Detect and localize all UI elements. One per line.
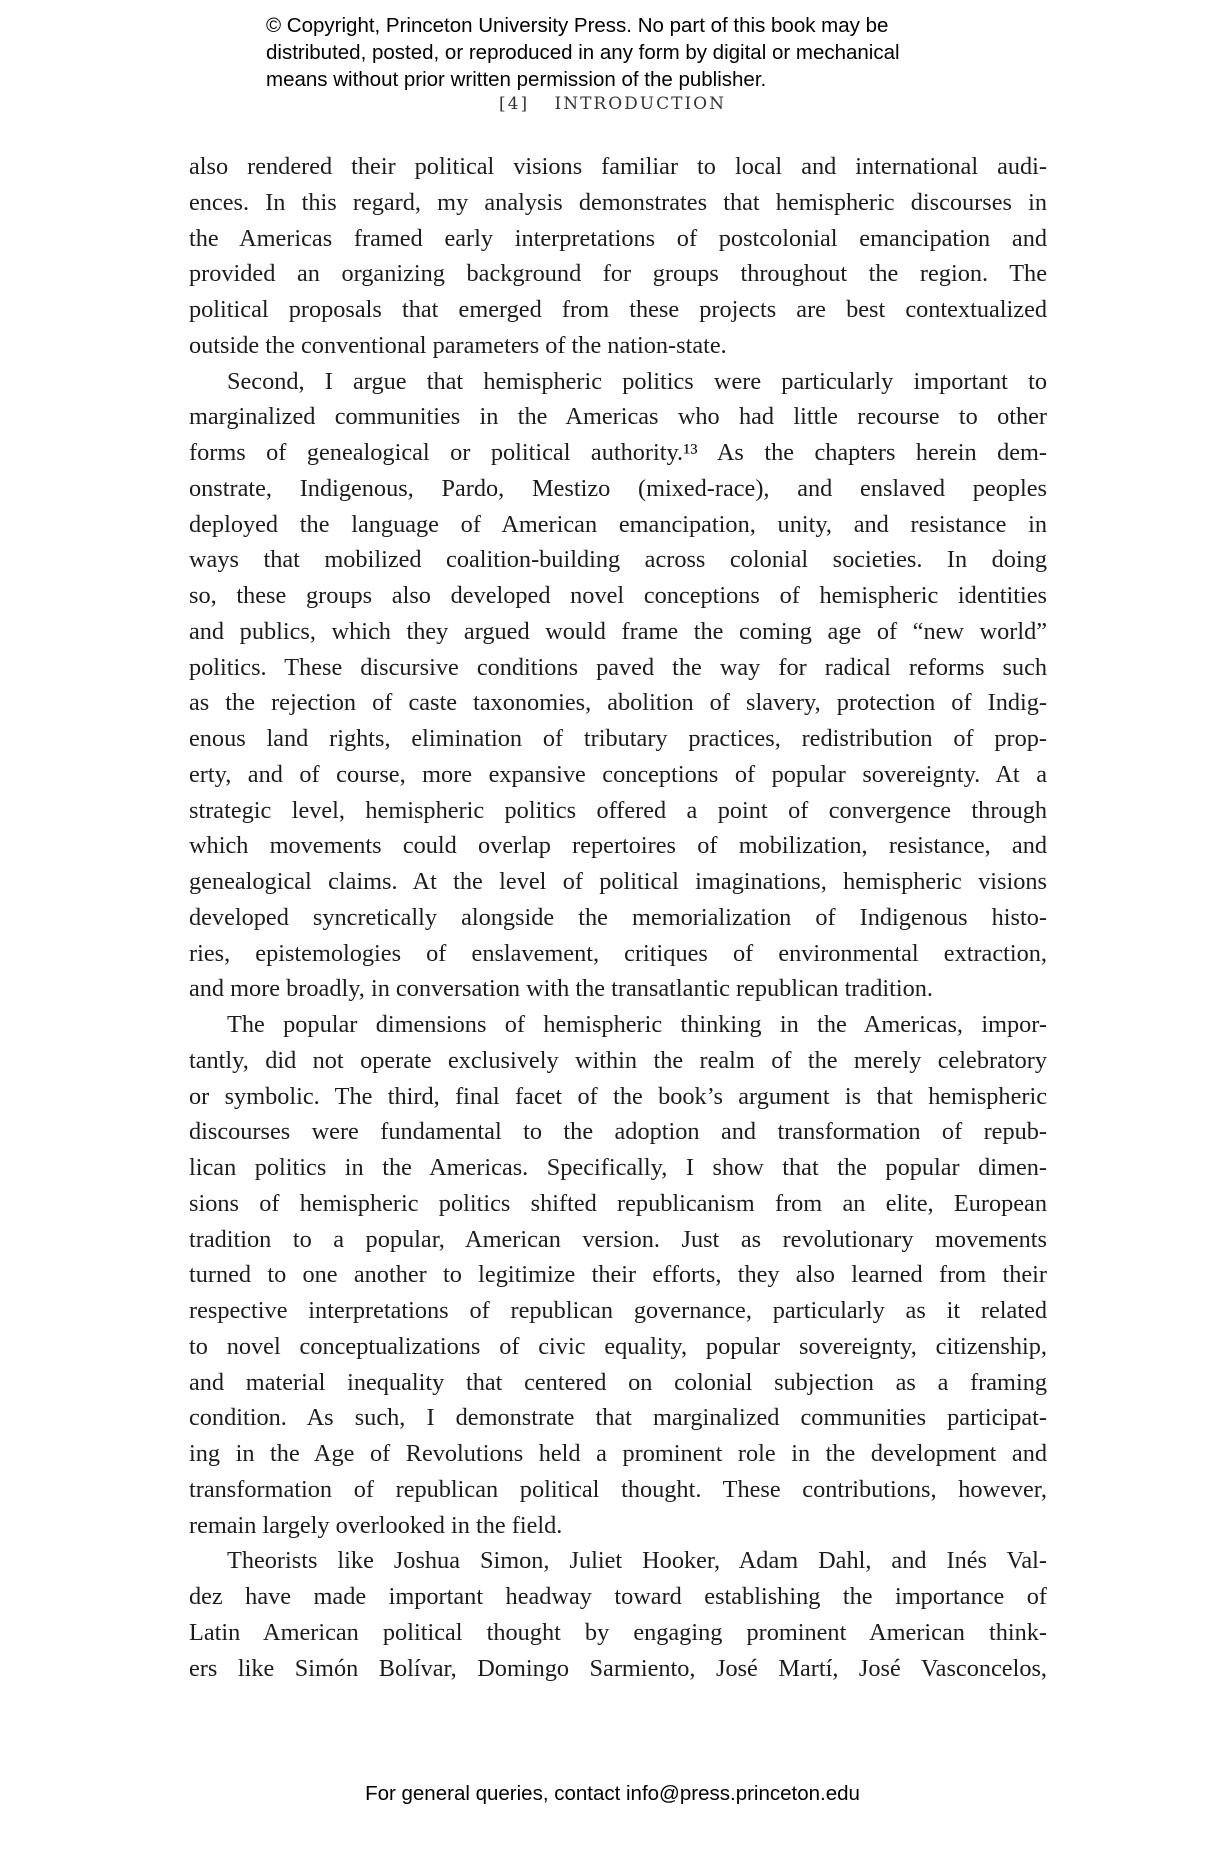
text-line: transformation of republican political thought. These contributions, however, — [189, 1475, 1047, 1503]
text-line: and material inequality that centered on colonial subjection as a framing — [189, 1368, 1047, 1396]
text-line: respective interpretations of republican governance, particularly as it related — [189, 1297, 1047, 1324]
paragraph — [189, 1543, 1047, 1686]
text-line: the Americas framed early interpretations of postcolonial emancipation and — [189, 224, 1047, 252]
copyright-line: means without prior written permission of the publisher. — [266, 68, 767, 91]
copyright-notice — [266, 12, 900, 93]
text-line: outside the conventional parameters of the nation-state. — [189, 331, 727, 359]
text-line: lican politics in the Americas. Specifically, I show that the popular dimen- — [189, 1154, 1047, 1181]
text-line: dez have made important headway toward establishing the importance of — [189, 1583, 1047, 1610]
text-line: so, these groups also developed novel conceptions of hemispheric identities — [189, 582, 1047, 609]
text-line: The popular dimensions of hemispheric thinking in the Americas, impor- — [227, 1011, 1047, 1038]
text-line: ries, epistemologies of enslavement, critiques of environmental extraction, — [189, 939, 1047, 967]
text-line: Theorists like Joshua Simon, Juliet Hooker, Adam Dahl, and Inés Val- — [227, 1547, 1047, 1575]
page-number: [4] — [499, 94, 530, 114]
chapter-title: INTRODUCTION — [554, 94, 726, 114]
text-line: tantly, did not operate exclusively within the realm of the merely celebratory — [189, 1046, 1047, 1074]
text-line: politics. These discursive conditions paved the way for radical reforms such — [189, 653, 1047, 681]
text-line: to novel conceptualizations of civic equality, popular sovereignty, citizenship, — [189, 1332, 1047, 1360]
text-line: which movements could overlap repertoires of mobilization, resistance, and — [189, 832, 1047, 860]
text-line: provided an organizing background for groups throughout the region. The — [189, 260, 1047, 288]
text-line: political proposals that emerged from these projects are best contextualized — [189, 296, 1047, 323]
text-line: ences. In this regard, my analysis demonstrates that hemispheric discourses in — [189, 188, 1047, 216]
text-line: Second, I argue that hemispheric politics were particularly important to — [227, 367, 1047, 395]
copyright-line: © Copyright, Princeton University Press. No part of this book may be — [266, 14, 889, 37]
text-line: remain largely overlooked in the field. — [189, 1511, 563, 1539]
text-line: ers like Simón Bolívar, Domingo Sarmiento, José Martí, José Vasconcelos, — [189, 1654, 1047, 1682]
text-line: tradition to a popular, American version. Just as revolutionary movements — [189, 1225, 1047, 1253]
text-line: genealogical claims. At the level of political imaginations, hemispheric visions — [189, 868, 1047, 895]
text-line: or symbolic. The third, final facet of the book’s argument is that hemispheric — [189, 1082, 1047, 1110]
text-line: ing in the Age of Revolutions held a prominent role in the development and — [189, 1440, 1047, 1467]
body-text — [189, 149, 1047, 1686]
text-line: turned to one another to legitimize their efforts, they also learned from their — [189, 1261, 1047, 1289]
text-line: forms of genealogical or political authority.¹³ As the chapters herein dem- — [189, 439, 1047, 466]
footer-contact: For general queries, contact info@press.princeton.edu — [365, 1782, 860, 1805]
text-line: and more broadly, in conversation with the transatlantic republican tradition. — [189, 975, 933, 1003]
text-line: onstrate, Indigenous, Pardo, Mestizo (mixed-race), and enslaved peoples — [189, 474, 1047, 502]
text-line: discourses were fundamental to the adoption and transformation of repub- — [189, 1118, 1047, 1146]
text-line: sions of hemispheric politics shifted republicanism from an elite, European — [189, 1189, 1047, 1217]
text-line: deployed the language of American emancipation, unity, and resistance in — [189, 510, 1047, 538]
text-line: condition. As such, I demonstrate that marginalized communities participat- — [189, 1404, 1047, 1432]
text-line: also rendered their political visions familiar to local and international audi- — [189, 153, 1047, 180]
text-line: Latin American political thought by engaging prominent American think- — [189, 1618, 1047, 1646]
text-line: erty, and of course, more expansive conceptions of popular sovereignty. At a — [189, 760, 1047, 788]
paragraph — [189, 149, 1047, 364]
text-line: as the rejection of caste taxonomies, abolition of slavery, protection of Indig- — [189, 689, 1047, 717]
paragraph — [189, 364, 1047, 1008]
text-line: developed syncretically alongside the memorialization of Indigenous histo- — [189, 903, 1047, 931]
running-head — [0, 94, 1225, 114]
text-line: and publics, which they argued would frame the coming age of “new world” — [189, 617, 1047, 645]
text-line: marginalized communities in the Americas who had little recourse to other — [189, 403, 1047, 431]
text-line: enous land rights, elimination of tributary practices, redistribution of prop- — [189, 725, 1047, 752]
copyright-line: distributed, posted, or reproduced in any form by digital or mechanical — [266, 41, 900, 64]
text-line: ways that mobilized coalition-building across colonial societies. In doing — [189, 546, 1047, 574]
paragraph — [189, 1007, 1047, 1543]
text-line: strategic level, hemispheric politics offered a point of convergence through — [189, 796, 1047, 824]
